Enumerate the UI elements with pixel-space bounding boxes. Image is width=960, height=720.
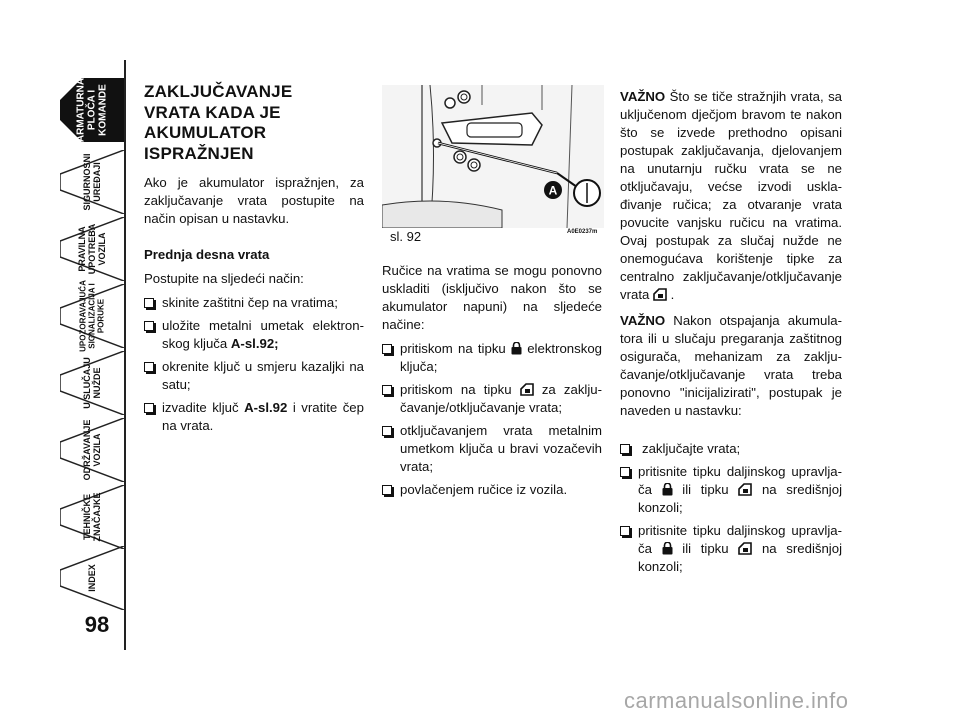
checkbox-bullet-icon	[382, 485, 392, 495]
item-text: ili tipku	[672, 541, 739, 556]
figure-reference: A-sl.92;	[230, 336, 279, 351]
item-text: pritisnite tipku daljinskog upravlja-ča	[638, 523, 842, 556]
tab-u-slucaju-nuzde[interactable]	[60, 351, 124, 415]
page-number: 98	[84, 612, 110, 637]
item-text: izvadite ključ	[162, 400, 245, 415]
lock-icon	[662, 542, 673, 555]
item-text: pritisnite tipku daljinskog upravlja-ča	[638, 464, 842, 497]
tab-label: TEHNIČKE ZNAČAJKE	[82, 492, 102, 542]
list-item	[620, 522, 842, 576]
checkbox-bullet-icon	[144, 362, 154, 372]
lock-icon	[511, 342, 522, 355]
item-text: otključavanjem vrata metalnim umetkom ključa u bravi vozačevih vrata;	[400, 423, 602, 474]
note-label: VAŽNO	[620, 313, 666, 328]
subheading: Prednja desna vrata	[144, 247, 270, 262]
tab-label: INDEX	[87, 564, 97, 592]
checkbox-bullet-icon	[620, 526, 630, 536]
item-text: i vratite čep na vrata.	[162, 400, 364, 433]
tab-label: PRAVILNA UPOTREBA VOZILA	[77, 223, 107, 275]
list-item	[382, 381, 602, 417]
figure-door-lock-illustration	[382, 85, 604, 228]
steps-list	[144, 294, 364, 435]
checkbox-bullet-icon	[382, 344, 392, 354]
note-text: .	[667, 287, 675, 302]
list-item	[144, 317, 364, 353]
column-middle	[382, 262, 602, 504]
item-text: ili tipku	[672, 482, 739, 497]
tab-label: UPOZORAVAJUĆA SIGNALIZACIJA I PORUKE	[78, 280, 106, 352]
watermark: carmanualsonline.info	[624, 688, 849, 713]
figure-reference: A-sl.92	[244, 400, 288, 415]
item-text: zaključajte vrata;	[642, 441, 741, 456]
tab-label: ODRŽAVANJE VOZILA	[82, 419, 102, 481]
checkbox-bullet-icon	[382, 385, 392, 395]
item-text: pritiskom na tipku	[400, 341, 506, 356]
note-text: Što se tiče stražnjih vrata, sa uključenom dječjom bravom te nakon što se izvede prethodno opisani postupak zaključavanja, djelovanjem na unutarnju ručku vrata se ne otključavaju, većse izvodi uskla-đivanje ručica; za otvaranje vrata povucite vanjsku ručicu na vratima. Ovaj postupak za slučaj nužde ne onemogućava korištenje tipke za centralno zaključavanje/otključavanje vrata	[620, 89, 842, 302]
tab-index[interactable]	[60, 546, 124, 610]
note-label: VAŽNO	[620, 89, 666, 104]
note-text: Nakon otspajanja akumula-tora ili u slučaju pregaranja zaštitnog osigurača, mehanizam za zaklju-čavanje/otključavanje vrata treba ponovno "inicijalizirati", postupak je naveden u nastavku:	[620, 313, 842, 418]
door-illustration	[382, 85, 604, 228]
tab-sigurnosni-uredaji[interactable]	[60, 150, 124, 214]
list-item	[144, 294, 364, 312]
list-item	[382, 422, 602, 476]
item-text: uložite metalni umetak elektron-skog ključa	[162, 318, 364, 351]
tab-pravilna-upotreba[interactable]	[60, 217, 124, 281]
item-text: za zaklju-čavanje/otključavanje vrata;	[400, 382, 602, 415]
list-item	[144, 399, 364, 435]
checkbox-bullet-icon	[620, 444, 630, 454]
sidebar-divider	[124, 60, 126, 650]
door-lock-icon	[520, 383, 534, 396]
item-text: skinite zaštitni čep na vratima;	[162, 295, 338, 310]
chapter-sidebar	[0, 0, 130, 720]
door-lock-icon	[738, 542, 752, 555]
note-paragraph	[620, 88, 842, 304]
checkbox-bullet-icon	[382, 426, 392, 436]
checkbox-bullet-icon	[144, 321, 154, 331]
figure-code: A0E0237m	[567, 229, 598, 235]
item-text: pritiskom na tipku	[400, 382, 512, 397]
intro-paragraph: Ako je akumulator ispražnjen, za zaključavanje vrata postupite na način opisan u nastavku.	[144, 175, 364, 226]
tab-odrzavanje-vozila[interactable]	[60, 418, 124, 482]
tab-armaturna-ploca[interactable]	[60, 78, 124, 142]
item-text: elektronskog ključa;	[400, 341, 602, 374]
item-text: na središnjoj konzoli;	[638, 482, 842, 515]
checkbox-bullet-icon	[620, 467, 630, 477]
door-lock-icon	[738, 483, 752, 496]
callout-label: A	[548, 183, 558, 198]
lead-text: Postupite na sljedeći način:	[144, 271, 304, 286]
lock-icon	[662, 483, 673, 496]
methods-list	[382, 340, 602, 499]
item-text: povlačenjem ručice iz vozila.	[400, 482, 568, 497]
list-item	[620, 440, 842, 458]
note-paragraph	[620, 312, 842, 420]
tab-tehnicke-znacajke[interactable]	[60, 485, 124, 549]
tab-label: SIGURNOSNI UREĐAJI	[82, 153, 102, 211]
checkbox-bullet-icon	[144, 403, 154, 413]
list-item	[382, 481, 602, 499]
column-right	[620, 88, 842, 581]
tab-upozoravajuca-signalizacija[interactable]	[60, 280, 124, 352]
tab-label: U SLUČAJU NUŽDE	[82, 357, 102, 409]
init-steps-list	[620, 440, 842, 576]
item-text: okrenite ključ u smjeru kazaljki na satu;	[162, 359, 364, 392]
section-title: ZAKLJUČAVANJE VRATA KADA JE AKUMULATOR ISPRAŽNJEN	[144, 82, 293, 163]
figure-caption: sl. 92	[390, 229, 422, 244]
item-text: na središnjoj konzoli;	[638, 541, 842, 574]
list-item	[382, 340, 602, 376]
door-lock-icon	[653, 288, 667, 301]
intro-paragraph: Ručice na vratima se mogu ponovno uskladiti (isključivo nakon što se akumulator napuni) na sljedeće načine:	[382, 263, 602, 332]
list-item	[144, 358, 364, 394]
tab-label: ARMATURNA PLOČA I KOMANDE	[75, 77, 109, 143]
list-item	[620, 463, 842, 517]
column-left	[144, 82, 364, 440]
checkbox-bullet-icon	[144, 298, 154, 308]
